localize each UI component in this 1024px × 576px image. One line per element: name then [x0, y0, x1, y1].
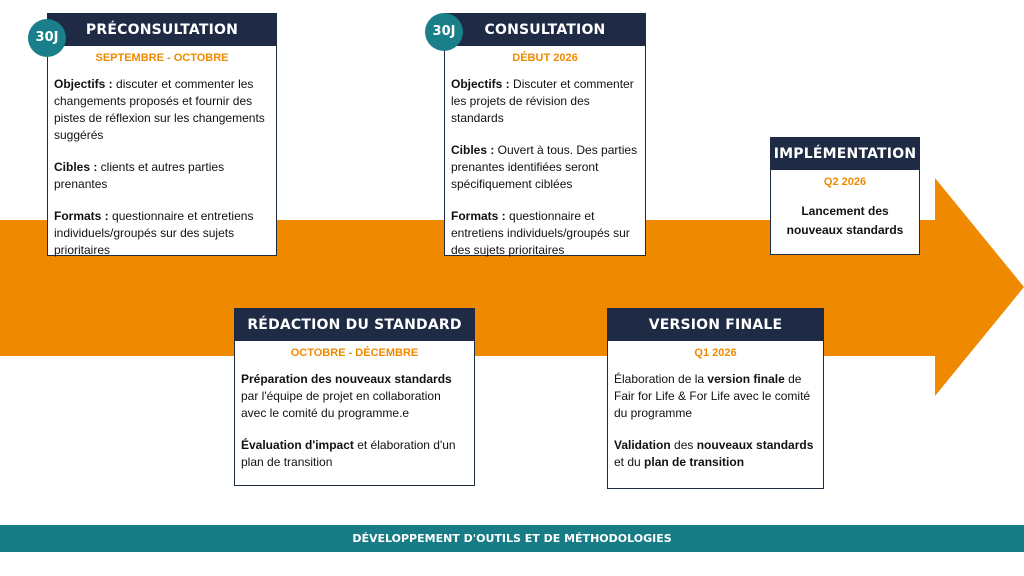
consultation-card — [444, 13, 646, 256]
formats-text: questionnaire et entretiens individuels/groupés sur des sujets prioritaires — [451, 209, 630, 257]
version-finale-card — [607, 308, 824, 489]
card-title: IMPLÉMENTATION — [771, 138, 919, 170]
plan-transition-label: plan de transition — [644, 455, 745, 469]
preparation-paragraph — [241, 371, 468, 422]
evaluation-label: Évaluation d'impact — [241, 438, 354, 452]
formats-label: Formats : — [54, 209, 109, 223]
footer-banner: DÉVELOPPEMENT D'OUTILS ET DE MÉTHODOLOGIES — [0, 525, 1024, 552]
elaboration-paragraph — [614, 371, 817, 422]
validation-label: Validation — [614, 438, 671, 452]
validation-paragraph — [614, 437, 817, 471]
preconsultation-card — [47, 13, 277, 256]
implementation-card — [770, 137, 920, 255]
objectifs-paragraph — [451, 76, 639, 127]
validation-text-a: des — [670, 438, 697, 452]
elaboration-text-b: de Fair for Life & For Life avec le comité du programme — [614, 372, 811, 420]
version-finale-label: version finale — [707, 372, 785, 386]
objectifs-paragraph — [54, 76, 270, 144]
card-body — [48, 64, 276, 259]
card-title: PRÉCONSULTATION — [48, 14, 276, 46]
objectifs-text: Discuter et commenter les projets de révision des standards — [451, 77, 634, 125]
formats-text: questionnaire et entretiens individuels/groupés sur des sujets prioritaires — [54, 209, 254, 257]
card-period: DÉBUT 2026 — [512, 52, 578, 64]
formats-label: Formats : — [451, 209, 506, 223]
redaction-card — [234, 308, 475, 486]
objectifs-label: Objectifs : — [451, 77, 510, 91]
preparation-label: Préparation des nouveaux standards — [241, 372, 452, 386]
cibles-label: Cibles : — [451, 143, 495, 157]
cibles-label: Cibles : — [54, 160, 98, 174]
preparation-text: par l'équipe de projet en collaboration avec le comité du programme.e — [241, 389, 441, 420]
cibles-paragraph — [54, 159, 270, 193]
card-title: CONSULTATION — [445, 14, 645, 46]
cibles-paragraph — [451, 142, 639, 193]
nouveaux-standards-label: nouveaux standards — [696, 438, 814, 452]
validation-text-b: et du — [614, 455, 645, 469]
cibles-text: clients et autres parties prenantes — [54, 160, 225, 191]
evaluation-text: et élaboration d'un plan de transition — [241, 438, 456, 469]
card-body — [445, 64, 645, 259]
duration-badge: 30J — [425, 13, 463, 51]
cibles-text: Ouvert à tous. Des parties prenantes identifiées seront spécifiquement ciblées — [451, 143, 638, 191]
card-body: Lancement des nouveaux standards — [786, 204, 904, 237]
card-title: VERSION FINALE — [608, 309, 823, 341]
objectifs-text: discuter et commenter les changements proposés et fournir des pistes de réflexion sur les changements suggérés — [54, 77, 265, 142]
duration-badge: 30J — [28, 19, 66, 57]
formats-paragraph — [451, 208, 639, 259]
card-period: Q1 2026 — [694, 347, 737, 359]
elaboration-text-a: Élaboration de la — [614, 372, 708, 386]
card-period: OCTOBRE - DÉCEMBRE — [290, 347, 419, 359]
card-period: Q2 2026 — [823, 176, 867, 188]
card-period: SEPTEMBRE - OCTOBRE — [95, 52, 229, 64]
card-body — [608, 359, 823, 471]
card-title: RÉDACTION DU STANDARD — [235, 309, 474, 341]
evaluation-paragraph — [241, 437, 468, 471]
objectifs-label: Objectifs : — [54, 77, 113, 91]
card-body — [235, 359, 474, 471]
formats-paragraph — [54, 208, 270, 259]
